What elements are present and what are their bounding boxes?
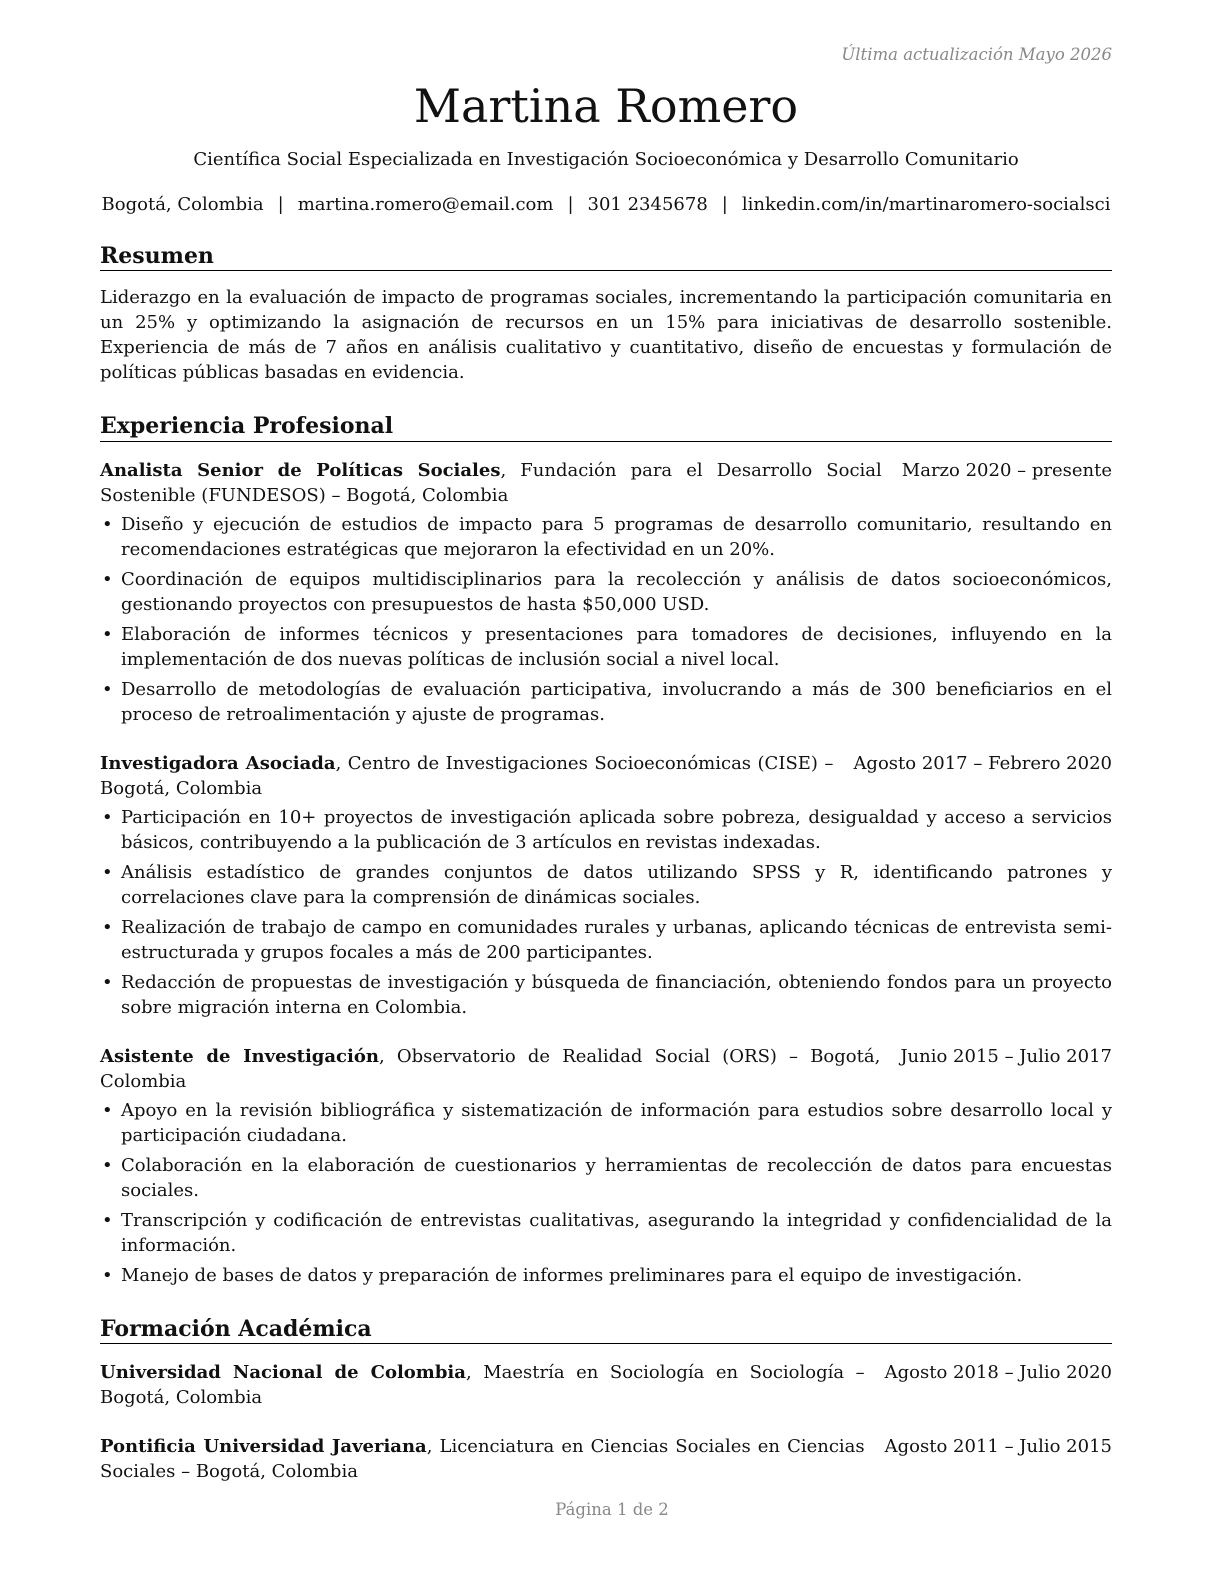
education-entry bbox=[100, 1434, 1112, 1484]
job-dates: Agosto 2017 – Febrero 2020 bbox=[853, 752, 1112, 774]
job-dates: Marzo 2020 – presente bbox=[901, 459, 1112, 481]
resume-page bbox=[100, 40, 1112, 1484]
contact-line bbox=[100, 194, 1112, 215]
job-dates: Junio 2015 – Julio 2017 bbox=[900, 1045, 1112, 1067]
contact-separator: | bbox=[567, 193, 574, 215]
bullet-icon: • bbox=[102, 678, 113, 700]
bullet-text: Análisis estadístico de grandes conjuntos de datos utilizando SPSS y R, identificando patrones y correlaciones clave para la comprensión de dinámicas sociales. bbox=[121, 861, 1112, 908]
job-entry bbox=[100, 1044, 1112, 1288]
summary-heading: Resumen bbox=[100, 243, 1112, 271]
bullet-icon: • bbox=[102, 513, 113, 535]
job-header bbox=[100, 458, 1112, 508]
bullet-text: Participación en 10+ proyectos de investigación aplicada sobre pobreza, desigualdad y acceso a servicios básicos, contribuyendo a la publicación de 3 artículos en revistas indexadas. bbox=[121, 806, 1112, 853]
bullet-item bbox=[100, 567, 1112, 617]
contact-location: Bogotá, Colombia bbox=[101, 193, 264, 215]
education-school: Pontificia Universidad Javeriana bbox=[100, 1436, 427, 1458]
job-organization: , Observatorio de Realidad Social (ORS) – Bogotá, Colombia bbox=[100, 1045, 881, 1092]
bullet-text: Diseño y ejecución de estudios de impacto para 5 programas de desarrollo comunitario, resultando en recomendaciones estratégicas que mejoraron la efectividad en un 20%. bbox=[121, 513, 1112, 560]
bullet-icon: • bbox=[102, 1154, 113, 1176]
bullet-item bbox=[100, 1263, 1112, 1288]
bullet-icon: • bbox=[102, 806, 113, 828]
bullet-icon: • bbox=[102, 1099, 113, 1121]
last-updated: Última actualización Mayo 2026 bbox=[841, 45, 1112, 64]
bullet-text: Manejo de bases de datos y preparación de informes preliminares para el equipo de investigación. bbox=[121, 1264, 1023, 1286]
job-title-line bbox=[100, 751, 853, 801]
bullet-icon: • bbox=[102, 916, 113, 938]
education-title-line bbox=[100, 1360, 885, 1410]
job-bullets bbox=[100, 805, 1112, 1020]
job-bullets bbox=[100, 1098, 1112, 1288]
job-organization: , Centro de Investigaciones Socioeconómicas (CISE) – Bogotá, Colombia bbox=[100, 752, 834, 799]
bullet-item bbox=[100, 622, 1112, 672]
bullet-text: Apoyo en la revisión bibliográfica y sistematización de información para estudios sobre desarrollo local y participación ciudadana. bbox=[121, 1099, 1112, 1146]
summary-text: Liderazgo en la evaluación de impacto de programas sociales, incrementando la participación comunitaria en un 25% y optimizando la asignación de recursos en un 15% para iniciativas de desarrollo sostenible. Experiencia de más de 7 años en análisis cualitativo y cuantitativo, diseño de encuestas y formulación de políticas públicas basadas en evidencia. bbox=[100, 287, 1112, 384]
job-role: Asistente de Investigación bbox=[100, 1045, 379, 1067]
bullet-item bbox=[100, 512, 1112, 562]
contact-separator: | bbox=[721, 193, 728, 215]
bullet-icon: • bbox=[102, 861, 113, 883]
page-number: Página 1 de 2 bbox=[555, 1500, 669, 1519]
job-title-line bbox=[100, 1044, 900, 1094]
education-entry bbox=[100, 1360, 1112, 1410]
bullet-text: Redacción de propuestas de investigación y búsqueda de financiación, obteniendo fondos para un proyecto sobre migración interna en Colombia. bbox=[121, 971, 1112, 1018]
bullet-item bbox=[100, 677, 1112, 727]
job-organization: , Fundación para el Desarrollo Social Sostenible (FUNDESOS) – Bogotá, Colombia bbox=[100, 459, 882, 506]
job-header bbox=[100, 751, 1112, 801]
job-header bbox=[100, 1044, 1112, 1094]
contact-linkedin[interactable]: linkedin.com/in/martinaromero-socialsci bbox=[741, 193, 1111, 215]
contact-phone: 301 2345678 bbox=[587, 193, 708, 215]
job-role: Analista Senior de Políticas Sociales bbox=[100, 459, 501, 481]
bullet-item bbox=[100, 1153, 1112, 1203]
bullet-item bbox=[100, 970, 1112, 1020]
bullet-icon: • bbox=[102, 623, 113, 645]
job-role: Investigadora Asociada bbox=[100, 752, 336, 774]
bullet-item bbox=[100, 805, 1112, 855]
bullet-text: Coordinación de equipos multidisciplinarios para la recolección y análisis de datos socioeconómicos, gestionando proyectos con presupuestos de hasta $50,000 USD. bbox=[121, 568, 1112, 615]
bullet-icon: • bbox=[102, 1264, 113, 1286]
job-entry bbox=[100, 751, 1112, 1020]
bullet-text: Transcripción y codificación de entrevistas cualitativas, asegurando la integridad y confidencialidad de la información. bbox=[121, 1209, 1112, 1256]
education-detail: , Licenciatura en Ciencias Sociales en Ciencias Sociales – Bogotá, Colombia bbox=[100, 1436, 865, 1483]
bullet-text: Colaboración en la elaboración de cuestionarios y herramientas de recolección de datos para encuestas sociales. bbox=[121, 1154, 1112, 1201]
education-detail: , Maestría en Sociología en Sociología – Bogotá, Colombia bbox=[100, 1362, 865, 1409]
bullet-text: Realización de trabajo de campo en comunidades rurales y urbanas, aplicando técnicas de entrevista semi-estructurada y grupos focales a más de 200 participantes. bbox=[121, 916, 1112, 963]
bullet-text: Elaboración de informes técnicos y presentaciones para tomadores de decisiones, influyendo en la implementación de dos nuevas políticas de inclusión social a nivel local. bbox=[121, 623, 1112, 670]
education-header bbox=[100, 1360, 1112, 1410]
education-dates: Agosto 2011 – Julio 2015 bbox=[884, 1436, 1112, 1458]
bullet-item bbox=[100, 915, 1112, 965]
job-bullets bbox=[100, 512, 1112, 727]
job-title-line bbox=[100, 458, 902, 508]
contact-email[interactable]: martina.romero@email.com bbox=[297, 193, 554, 215]
experience-heading: Experiencia Profesional bbox=[100, 413, 1112, 441]
bullet-icon: • bbox=[102, 1209, 113, 1231]
contact-separator: | bbox=[277, 193, 284, 215]
bullet-icon: • bbox=[102, 971, 113, 993]
education-header bbox=[100, 1434, 1112, 1484]
job-entry bbox=[100, 458, 1112, 727]
education-title-line bbox=[100, 1434, 885, 1484]
education-dates: Agosto 2018 – Julio 2020 bbox=[884, 1362, 1112, 1384]
bullet-item bbox=[100, 1208, 1112, 1258]
bullet-icon: • bbox=[102, 568, 113, 590]
bullet-item bbox=[100, 1098, 1112, 1148]
bullet-text: Desarrollo de metodologías de evaluación participativa, involucrando a más de 300 beneficiarios en el proceso de retroalimentación y ajuste de programas. bbox=[121, 678, 1112, 725]
bullet-item bbox=[100, 860, 1112, 910]
candidate-name: Martina Romero bbox=[413, 79, 799, 133]
education-heading: Formación Académica bbox=[100, 1316, 1112, 1344]
candidate-subtitle: Científica Social Especializada en Investigación Socioeconómica y Desarrollo Comunitario bbox=[193, 148, 1019, 170]
education-school: Universidad Nacional de Colombia bbox=[100, 1362, 466, 1384]
